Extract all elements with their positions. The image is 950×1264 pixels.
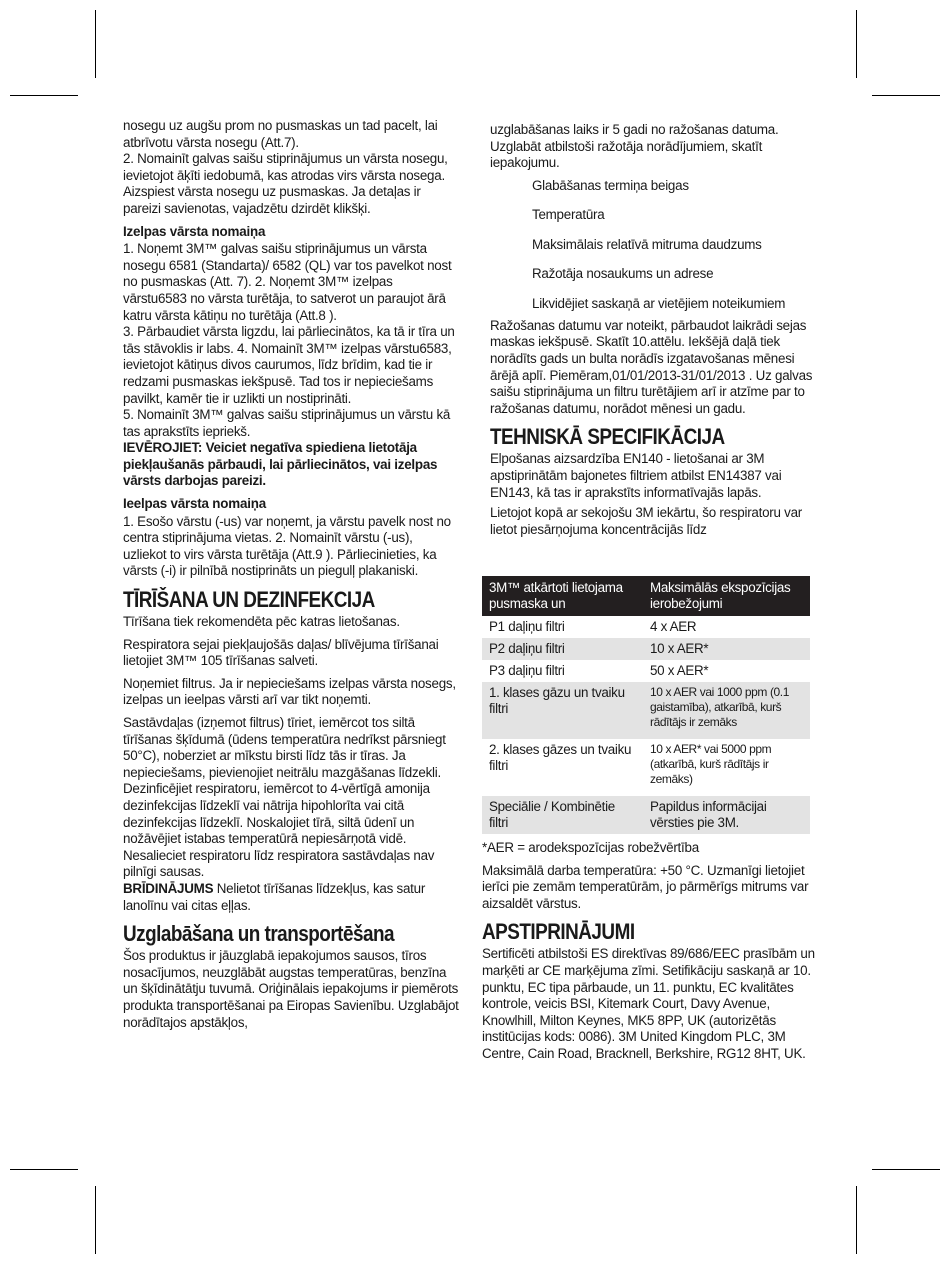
- table-cell: P1 daļiņu filtri: [489, 619, 565, 634]
- table-row: [482, 739, 810, 796]
- approvals-heading: APSTIPRINĀJUMI: [482, 919, 635, 945]
- paragraph: 1. Noņemt 3M™ galvas saišu stiprinājumus un vārsta nosegu 6581 (Standarta)/ 6582 (QL) var tos pavelkot nost no pusmaskas (Att. 7). 2. Noņemt 3M™ izelpas vārstu6583 no vārsta turētāja, to satverot un paraujot ārā katru vārsta kātiņu no turētāja (Att.8 ).: [123, 241, 452, 323]
- table-row: [482, 616, 810, 638]
- table-cell: P2 daļiņu filtri: [482, 638, 643, 660]
- crop-mark: [856, 1186, 857, 1254]
- crop-mark: [95, 10, 96, 78]
- paragraph: Sertificēti atbilstoši ES direktīvas 89/686/EEC prasībām un marķēti ar CE marķējuma zīmi. Setifikāciju saskaņā ar 10. punktu, EC tipa pārbaude, un 11. punktu, EC kvalitātes kontrole, veicis BSI, Kitemark Court, Davy Avenue, Knowlhill, Milton Keynes, MK5 8PP, UK (autorizētās institūcijas kods: 0086). 3M United Kingdom PLC, 3M Centre, Cain Road, Bracknell, Berkshire, RG12 8HT, UK.: [482, 946, 815, 1061]
- storage-heading: Uzglabāšana un transportēšana: [123, 921, 395, 947]
- table-header-cell: Maksimālās ekspozīcijas ierobežojumi: [643, 576, 810, 616]
- right-column: [490, 122, 818, 538]
- table-row: [482, 796, 810, 834]
- table-cell: Papildus informācijai vērsties pie 3M.: [643, 796, 810, 834]
- paragraph: 3. Pārbaudiet vārsta ligzdu, lai pārliecinātos, ka tā ir tīra un tās stāvoklis ir labs. 4. Nomainīt 3M™ izelpas vārstu6583, ievietojot kātiņus divos caurumos, līdz brīdim, kad tie ir redzami pusmaskas iekšpusē. Tad tos ir nepieciešams pavilkt, kamēr tie ir uzlikti un nostiprināti.: [123, 324, 455, 406]
- paragraph: 5. Nomainīt 3M™ galvas saišu stiprinājumus un vārstu kā tas aprakstīts iepriekš.: [123, 407, 451, 439]
- table-cell: 10 x AER* vai 5000 ppm (atkarībā, kurš rādītājs ir zemāks): [650, 742, 772, 786]
- table-row: [482, 638, 810, 660]
- crop-mark: [872, 1169, 940, 1170]
- cleaning-heading: TĪRĪŠANA UN DEZINFEKCIJA: [123, 587, 375, 613]
- paragraph: Sastāvdaļas (izņemot filtrus) tīriet, iemērcot tos siltā tīrīšanas šķīdumā (ūdens temperatūra nedrīkst pārsniegt 50°C), noberziet ar mīkstu birsti līdz tās ir tīras. Ja nepieciešams, pievienojiet neitrālu mazgāšanas līdzekli. Dezinficējiet respiratoru, iemērcot to 4-vērtīgā amonija dezinfekcijas līdzeklī vai nātrija hipohlorīta vai citā dezinfekcijas līdzeklī. Noskalojiet tīrā, siltā ūdenī un nožāvējiet istabas temperatūrā nepiesārņotā vidē. Nesalieciet respiratoru līdz respiratora sastāvdaļas nav pilnīgi sausas.: [123, 715, 446, 880]
- symbol-label: Maksimālais relatīvā mitruma daudzums: [532, 236, 762, 252]
- symbol-label-list: [532, 178, 818, 314]
- paragraph: Maksimālā darba temperatūra: +50 °C. Uzmanīgi lietojiet ierīci pie zemām temperatūrām, jo pārmērīgs mitrums var aizsaldēt vārstus.: [482, 862, 809, 911]
- right-column-lower: [482, 576, 818, 1069]
- warning-text: Nelietot tīrīšanas līdzekļus, kas satur lanolīnu vai citas eļļas.: [123, 880, 426, 913]
- left-column: [123, 118, 459, 1037]
- paragraph: 1. Esošo vārstu (-us) var noņemt, ja vārstu pavelk nost no centra stiprinājuma vietas. 2. Nomainīt vārstu (-us), uzliekot to virs vārsta turētāja (Att.9 ). Pārliecinieties, ka vārsts (-i) ir pilnībā nostiprināts un piegulļ plakaniski.: [123, 513, 451, 579]
- crop-mark: [95, 1186, 96, 1254]
- paragraph: Noņemiet filtrus. Ja ir nepieciešams izelpas vārsta nosegs, izelpas un ieelpas vārsti arī var tikt noņemti.: [123, 675, 456, 708]
- paragraph: 2. Nomainīt galvas saišu stiprinājumus un vārsta nosegu, ievietojot āķīti iedobumā, kas atrodas virs vārsta nosega. Aizspiest vārsta nosegu uz pusmaskas. Ja detaļas ir pareizi savienotas, vajadzētu dzirdēt klikšķi.: [123, 151, 448, 216]
- table-cell: Speciālie / Kombinētie filtri: [482, 796, 643, 834]
- crop-mark: [10, 1169, 78, 1170]
- paragraph: Tīrīšana tiek rekomendēta pēc katras lietošanas.: [123, 614, 400, 630]
- paragraph: Lietojot kopā ar sekojošu 3M iekārtu, šo respiratoru var lietot piesārņojuma koncentrācijās līdz: [490, 505, 802, 537]
- table-cell: P3 daļiņu filtri: [489, 663, 565, 678]
- table-cell: 4 x AER: [650, 619, 697, 634]
- table-row: [482, 682, 810, 739]
- warning-paragraph: [123, 881, 459, 914]
- warning-label: BRĪDINĀJUMS: [123, 880, 214, 896]
- symbol-label: Temperatūra: [532, 207, 605, 223]
- tech-spec-heading: TEHNISKĀ SPECIFIKĀCIJA: [490, 424, 725, 450]
- exposure-table: [482, 576, 810, 834]
- table-header-cell: 3M™ atkārtoti lietojama pusmaska un: [482, 576, 643, 616]
- paragraph: Ražošanas datumu var noteikt, pārbaudot laikrādi sejas maskas iekšpusē. Skatīt 10.attēlu. Iekšējā daļā tiek norādīts gads un bulta norādīs izgatavošanas mēnesi ārējā aplī. Piemēram,01/01/2013-31/01/2013 . Uz galvas saišu stiprinājuma un filtru turētājiem arī ir atzīme par to ražošanas datumu, norādot mēnesi un gadu.: [490, 317, 813, 416]
- notice-text: IEVĒROJIET: Veiciet negatīva spiediena lietotāja piekļaušanās pārbaudi, lai pārliecinātos, vai izelpas vārsts darbojas pareizi.: [123, 440, 438, 489]
- table-cell: 2. klases gāzes un tvaiku filtri: [489, 742, 632, 773]
- symbol-label: Glabāšanas termiņa beigas: [532, 177, 689, 193]
- table-cell: 50 x AER*: [650, 663, 709, 678]
- crop-mark: [856, 10, 857, 78]
- symbol-label: Likvidējiet saskaņā ar vietējiem noteikumiem: [532, 295, 786, 311]
- crop-mark: [872, 95, 940, 96]
- footnote: *AER = arodekspozīcijas robežvērtība: [482, 840, 699, 855]
- paragraph: nosegu uz augšu prom no pusmaskas un tad pacelt, lai atbrīvotu vārsta nosegu (Att.7).: [123, 118, 438, 150]
- paragraph: Šos produktus ir jāuzglabā iepakojumos sausos, tīros nosacījumos, neuzglābāt augstas temperatūras, benzīna un šķīdinātātju tuvumā. Oriģinālais iepakojums ir piemērots produkta transportēšanai pa Eiropas Savienību. Uzglabājot norādītajos apstākļos,: [123, 948, 459, 1030]
- paragraph: Elpošanas aizsardzība EN140 - lietošanai ar 3M apstiprinātām bajonetes filtriem atbilst EN14387 vai EN143, kā tas ir aprakstīts informatīvajās lapās.: [490, 451, 782, 500]
- table-row: [482, 660, 810, 682]
- table-header-row: [482, 576, 810, 616]
- paragraph: uzglabāšanas laiks ir 5 gadi no ražošanas datuma. Uzglabāt atbilstoši ražotāja norādījumiem, skatīt iepakojumu.: [490, 122, 779, 171]
- exhale-valve-heading: Izelpas vārsta nomaiņa: [123, 223, 266, 239]
- crop-mark: [10, 95, 78, 96]
- symbol-label: Ražotāja nosaukums un adrese: [532, 266, 714, 282]
- paragraph: Respiratora sejai piekļaujošās daļas/ blīvējuma tīrīšanai lietojiet 3M™ 105 tīrīšanas salveti.: [123, 636, 439, 669]
- inhale-valve-heading: Ieelpas vārsta nomaiņa: [123, 496, 266, 512]
- table-cell: 10 x AER*: [643, 638, 810, 660]
- table-cell: 1. klases gāzu un tvaiku filtri: [482, 682, 643, 739]
- table-cell: 10 x AER vai 1000 ppm (0.1 gaistamība), atkarībā, kurš rādītājs ir zemāks: [643, 682, 810, 739]
